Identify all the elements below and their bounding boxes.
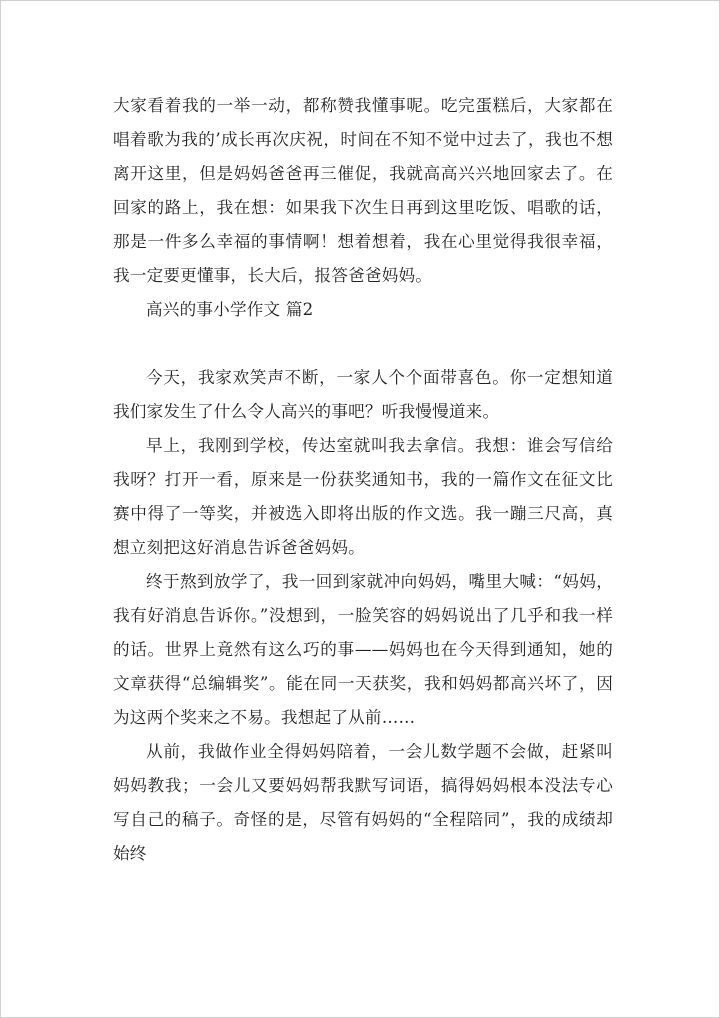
blank-line: [113, 327, 613, 361]
document-body: [113, 89, 613, 871]
paragraph-before: 从前，我做作业全得妈妈陪着，一会儿数学题不会做，赶紧叫妈妈教我；一会儿又要妈妈帮我默写词语，搞得妈妈根本没法专心写自己的稿子。奇怪的是，尽管有妈妈的“全程陪同”，我的成绩却始终: [113, 742, 613, 863]
paragraph-after-school: 终于熬到放学了，我一回到家就冲向妈妈，嘴里大喊：“妈妈，我有好消息告诉你。”没想到，一脸笑容的妈妈说出了几乎和我一样的话。世界上竟然有这么巧的事——妈妈也在今天得到通知，她的文章获得“总编辑奖”。能在同一天获奖，我和妈妈都高兴坏了，因为这两个奖来之不易。我想起了从前……: [113, 572, 613, 727]
essay-heading: 高兴的事小学作文 篇2: [146, 300, 314, 319]
paragraph-intro: 今天，我家欢笑声不断，一家人个个面带喜色。你一定想知道我们家发生了什么令人高兴的事吧？听我慢慢道来。: [113, 368, 613, 421]
paragraph-morning-letter: 早上，我刚到学校，传达室就叫我去拿信。我想：谁会写信给我呀？打开一看，原来是一份获奖通知书，我的一篇作文在征文比赛中得了一等奖，并被选入即将出版的作文选。我一蹦三尺高，真想立刻把这好消息告诉爸爸妈妈。: [113, 436, 613, 557]
paragraph-birthday-ending: 大家看着我的一举一动，都称赞我懂事呢。吃完蛋糕后，大家都在唱着歌为我的’成长再次庆祝，时间在不知不觉中过去了，我也不想离开这里，但是妈妈爸爸再三催促，我就高高兴兴地回家去了。在回家的路上，我在想：如果我下次生日再到这里吃饭、唱歌的话，那是一件多么幸福的事情啊！想着想着，我在心里觉得我很幸福，我一定要更懂事，长大后，报答爸爸妈妈。: [113, 96, 613, 285]
